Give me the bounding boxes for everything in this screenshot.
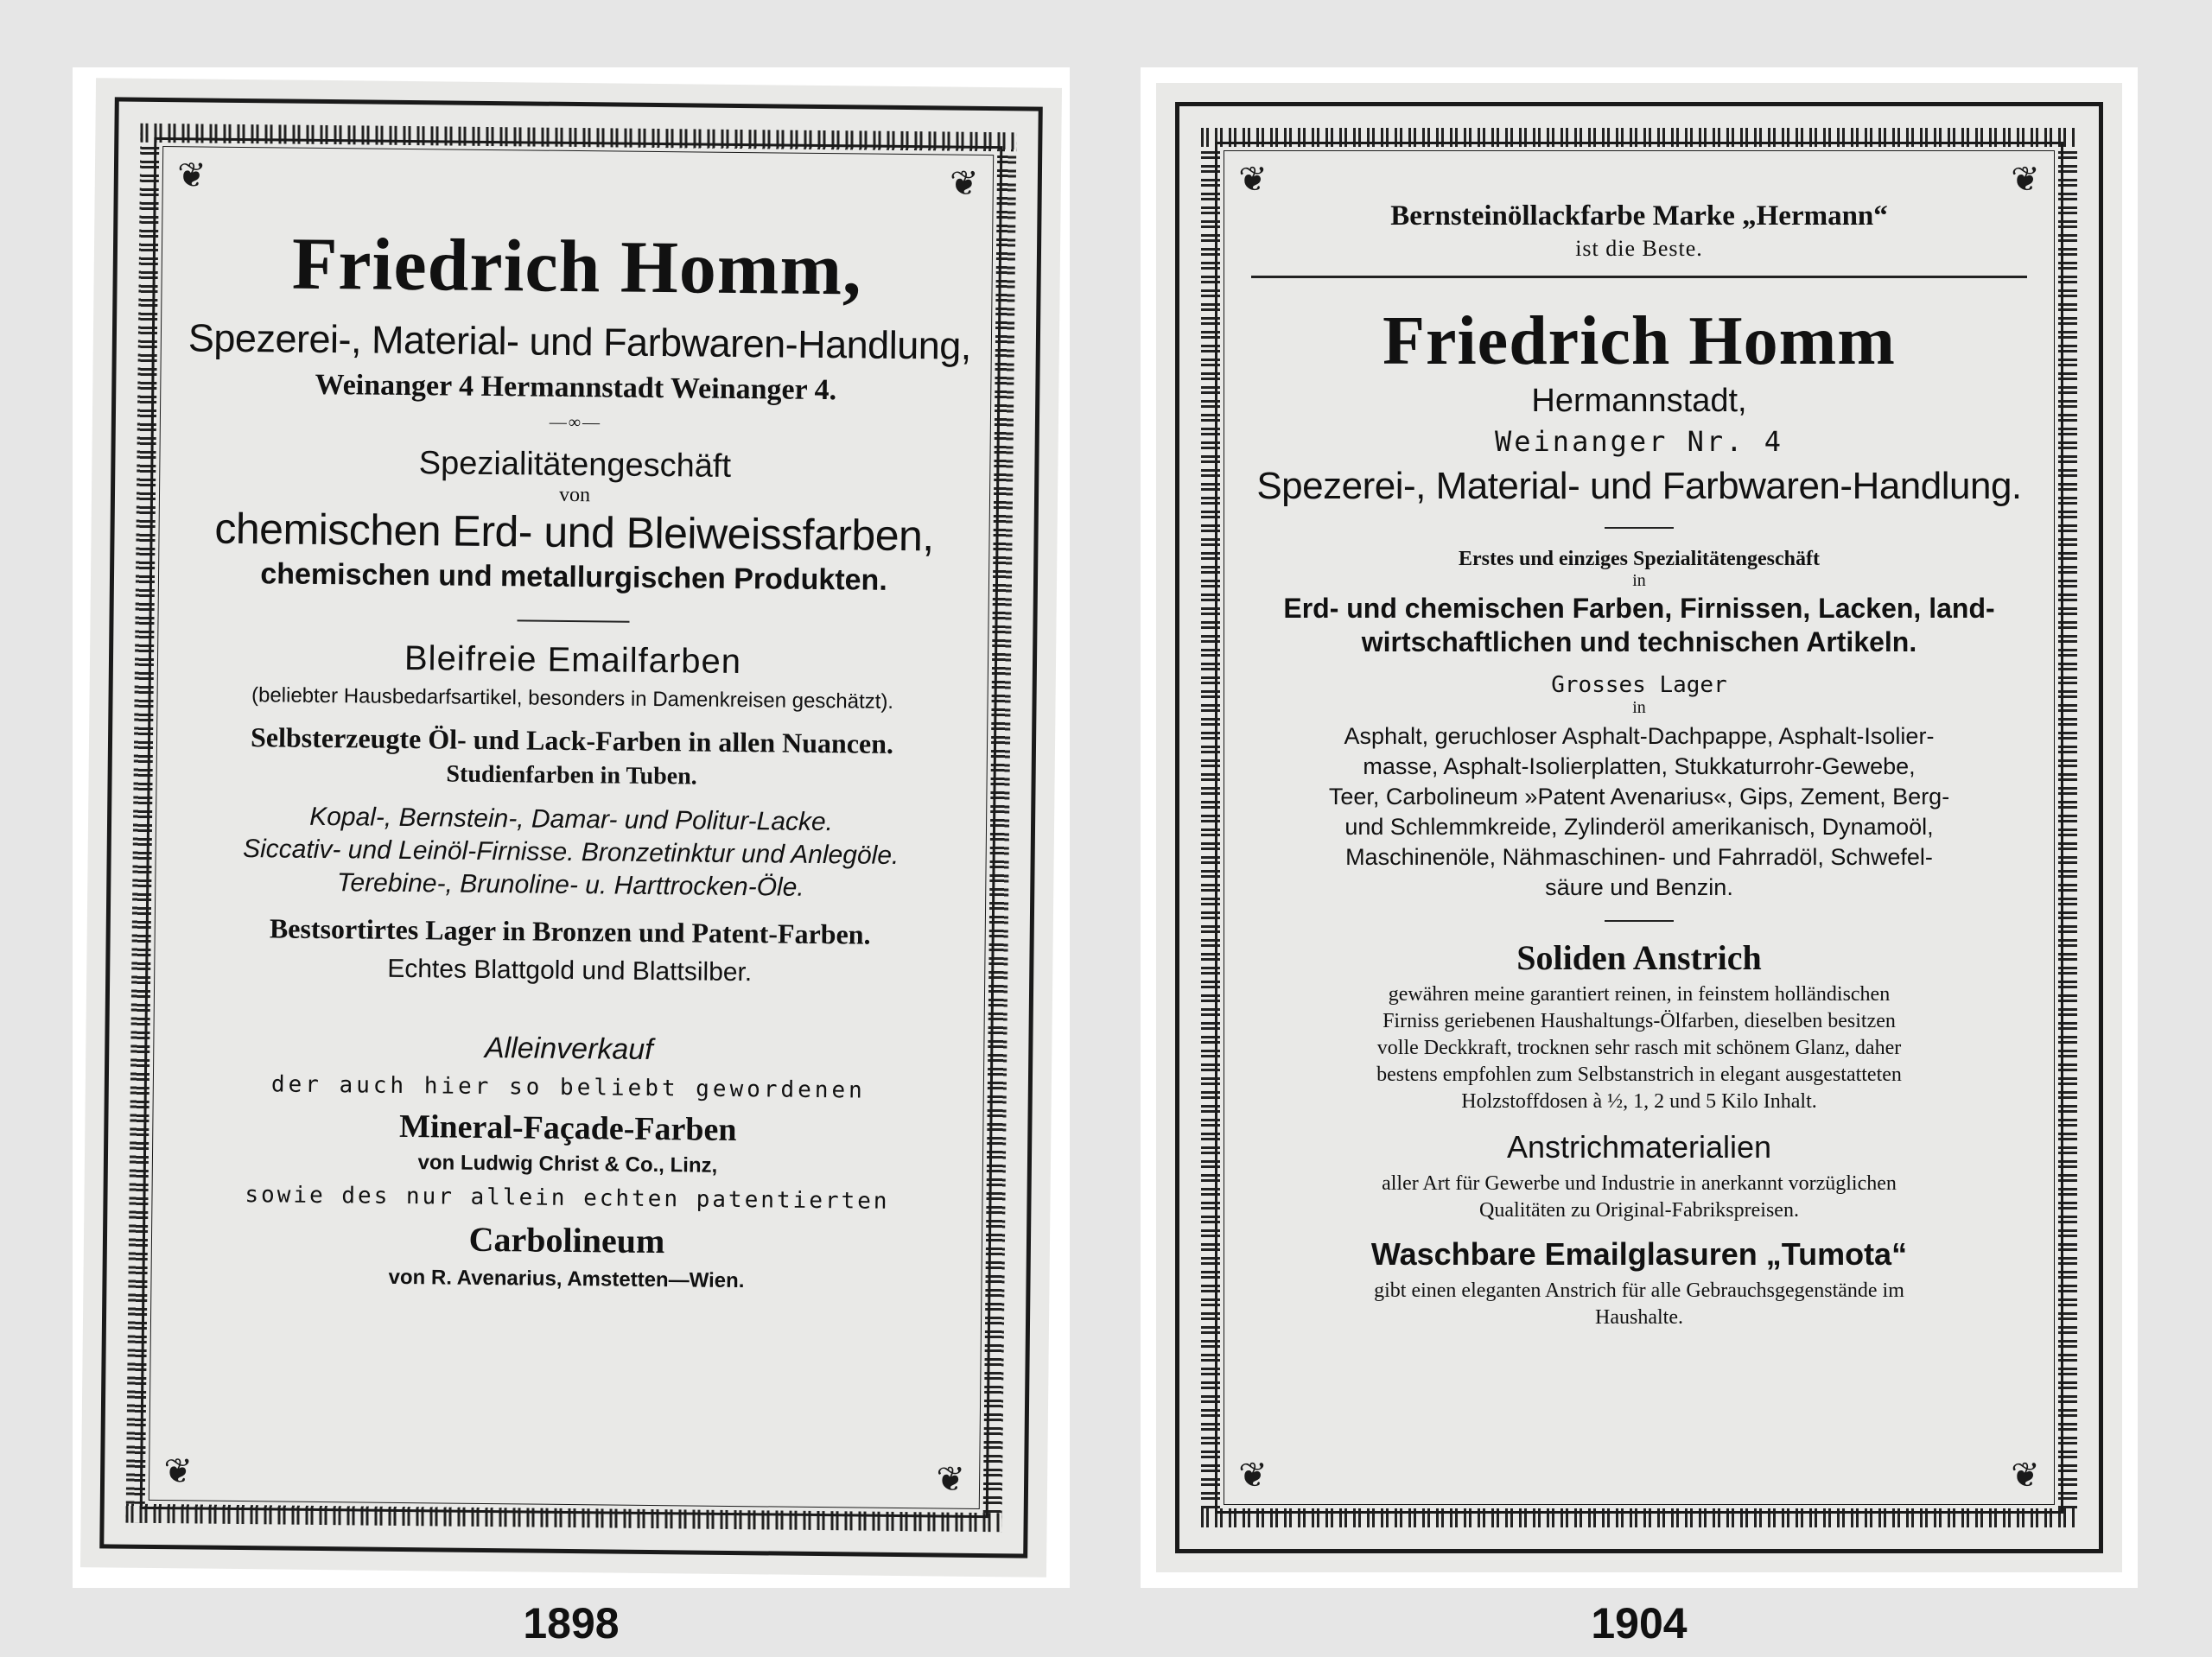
gold-line: Echtes Blattgold und Blattsilber. <box>387 954 753 987</box>
in-line: in <box>1632 571 1646 590</box>
ad-1898-content <box>176 174 972 1481</box>
corner-ornament-icon: ❦ <box>949 163 979 204</box>
stock-heading: Grosses Lager <box>1551 672 1727 698</box>
year-caption-1898: 1898 <box>523 1599 620 1647</box>
products-line: chemischen und metallurgischen Produkten. <box>260 557 887 597</box>
divider <box>517 619 629 622</box>
stock-list-2: masse, Asphalt-Isolierplatten, Stukkaturrohr-Gewebe, <box>1363 753 1916 779</box>
terebine-line: Terebine-, Brunoline- u. Harttrocken-Öle. <box>336 868 804 902</box>
in-line-2: in <box>1632 698 1646 717</box>
stock-list-3: Teer, Carbolineum »Patent Avenarius«, Gips, Zement, Berg- <box>1328 784 1950 809</box>
stock-list-5: Maschinenöle, Nähmaschinen- und Fahrradöl, Schwefel- <box>1345 844 1933 870</box>
solid-heading: Soliden Anstrich <box>1516 938 1762 977</box>
corner-ornament-icon: ❦ <box>1238 1456 1268 1495</box>
corner-ornament-icon: ❦ <box>163 1451 194 1492</box>
header-sub: ist die Beste. <box>1575 236 1703 261</box>
goods-line-1: Erd- und chemischen Farben, Firnissen, Lacken, land- <box>1283 593 1995 624</box>
facade-heading: Mineral-Façade-Farben <box>398 1108 737 1149</box>
enamel-heading: Bleifreie Emailfarben <box>404 638 742 682</box>
city-line: Hermannstadt, <box>1531 383 1747 419</box>
header-rule <box>1251 276 2027 278</box>
stock-list-1: Asphalt, geruchloser Asphalt-Dachpappe, Asphalt-Isolier- <box>1344 723 1935 749</box>
solid-text-1: gewähren meine garantiert reinen, in feinstem holländischen <box>1388 983 1891 1006</box>
ad-1898-paper <box>80 78 1062 1578</box>
stock-list-4: und Schlemmkreide, Zylinderöl amerikanisch, Dynamoöl, <box>1344 814 1934 840</box>
goods-line-2: wirtschaftlichen und technischen Artikeln. <box>1361 626 1917 657</box>
materials-heading: Anstrichmaterialien <box>1506 1129 1772 1165</box>
varnish-line: Siccativ- und Leinöl-Firnisse. Bronzetinktur und Anlegöle. <box>242 835 899 870</box>
divider <box>1605 920 1674 922</box>
tumota-heading: Waschbare Emailglasuren „Tumota“ <box>1370 1236 1908 1272</box>
materials-text-1: aller Art für Gewerbe und Industrie in anerkannt vorzüglichen <box>1382 1172 1897 1195</box>
von-line: von <box>558 483 591 507</box>
ad-1898-panel <box>73 67 1070 1588</box>
ad-1904-paper <box>1156 83 2122 1572</box>
tumota-text-1: gibt einen eleganten Anstrich für alle Gebrauchsgegenstände im <box>1374 1279 1904 1302</box>
lacquers-line: Kopal-, Bernstein-, Damar- und Politur-Lacke. <box>309 802 834 837</box>
address-line: Weinanger 4 Hermannstadt Weinanger 4. <box>315 368 837 407</box>
carbolineum-heading: Carbolineum <box>468 1219 665 1261</box>
corner-ornament-icon: ❦ <box>2011 1456 2040 1495</box>
trade-line: Spezerei-, Material- und Farbwaren-Handlung. <box>1256 465 2022 507</box>
popular-line: der auch hier so beliebt gewordenen <box>270 1071 866 1104</box>
merchant-name: Friedrich Homm, <box>291 221 863 311</box>
solid-text-4: bestens empfohlen zum Selbstanstrich in elegant ausgestatteten <box>1376 1063 1902 1086</box>
trade-line: Spezerei-, Material- und Farbwaren-Handlung, <box>188 315 972 368</box>
first-line: Erstes und einziges Spezialitätengeschäft <box>1459 548 1820 570</box>
colors-line: chemischen Erd- und Bleiweissfarben, <box>214 504 935 561</box>
enamel-note: (beliebter Hausbedarfsartikel, besonders in Damenkreisen geschätzt). <box>251 683 894 714</box>
materials-text-2: Qualitäten zu Original-Fabrikspreisen. <box>1479 1199 1799 1222</box>
corner-ornament-icon: ❦ <box>1238 160 1268 200</box>
patented-line: sowie des nur allein echten patentierten <box>245 1182 890 1215</box>
ad-1904-panel <box>1141 67 2138 1588</box>
avenarius-line: von R. Avenarius, Amstetten—Wien. <box>388 1265 745 1293</box>
divider-flourish: —∞— <box>549 412 602 433</box>
bronzes-line: Bestsortirtes Lager in Bronzen und Patent-Farben. <box>269 912 871 950</box>
corner-ornament-icon: ❦ <box>936 1459 966 1500</box>
divider <box>1605 527 1674 529</box>
solid-text-2: Firniss geriebenen Haushaltungs-Ölfarben, dieselben besitzen <box>1382 1010 1896 1032</box>
solid-text-3: volle Deckkraft, trocknen sehr rasch mit schönem Glanz, daher <box>1376 1037 1902 1059</box>
merchant-name: Friedrich Homm <box>1382 303 1896 379</box>
header-line: Bernsteinöllackfarbe Marke „Hermann“ <box>1390 200 1888 232</box>
address-line: Weinanger Nr. 4 <box>1495 425 1783 458</box>
corner-ornament-icon: ❦ <box>176 156 207 196</box>
specialty-heading: Spezialitätengeschäft <box>418 445 732 485</box>
tumota-text-2: Haushalte. <box>1595 1306 1683 1329</box>
christ-line: von Ludwig Christ & Co., Linz, <box>417 1151 718 1178</box>
exclusive-heading: Alleinverkauf <box>484 1031 653 1067</box>
stock-list-6: säure und Benzin. <box>1545 874 1733 900</box>
corner-ornament-icon: ❦ <box>2011 160 2040 200</box>
solid-text-5: Holzstoffdosen à ½, 1, 2 und 5 Kilo Inhalt. <box>1461 1090 1817 1113</box>
oils-line: Selbsterzeugte Öl- und Lack-Farben in allen Nuancen. <box>250 721 894 759</box>
year-caption-1904: 1904 <box>1591 1599 1688 1647</box>
studio-line: Studienfarben in Tuben. <box>446 760 697 790</box>
ad-1904-content <box>1251 178 2027 1477</box>
